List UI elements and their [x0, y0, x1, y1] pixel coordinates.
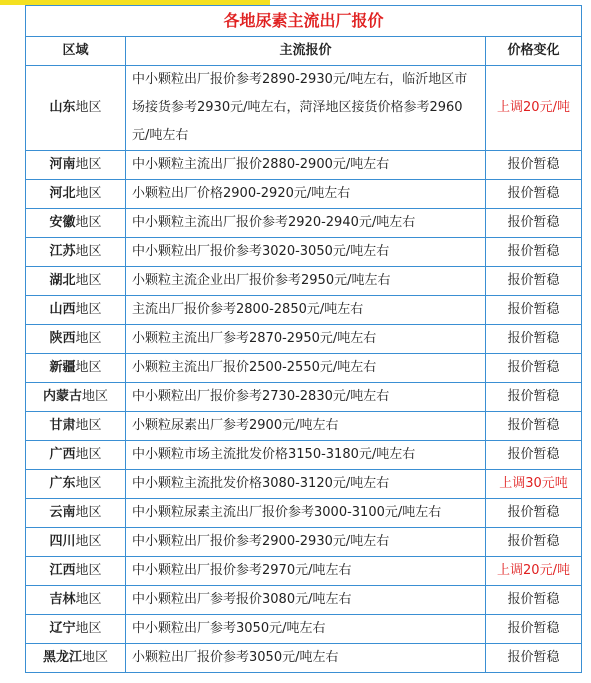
table-row: [26, 209, 582, 238]
region-name: 湖北: [49, 273, 76, 288]
region-cell: [26, 615, 126, 644]
price-cell: 中小颗粒市场主流批发价格3150-3180元/吨左右: [126, 441, 486, 470]
region-suffix: 地区: [75, 534, 102, 549]
price-cell: 中小颗粒出厂报价参考2730-2830元/吨左右: [126, 383, 486, 412]
region-suffix: 地区: [75, 331, 102, 346]
change-cell: 报价暂稳: [486, 528, 582, 557]
region-suffix: 地区: [75, 302, 102, 317]
change-cell: 上调30元吨: [486, 470, 582, 499]
region-cell: [26, 412, 126, 441]
table-row: [26, 470, 582, 499]
region-cell: [26, 441, 126, 470]
change-cell: 报价暂稳: [486, 615, 582, 644]
change-cell: 报价暂稳: [486, 499, 582, 528]
region-name: 广西: [49, 447, 76, 462]
table-row: [26, 66, 582, 151]
region-suffix: 地区: [75, 447, 102, 462]
change-cell: 报价暂稳: [486, 267, 582, 296]
region-cell: [26, 586, 126, 615]
region-name: 江苏: [49, 244, 76, 259]
region-suffix: 地区: [75, 215, 102, 230]
price-cell: 中小颗粒主流批发价格3080-3120元/吨左右: [126, 470, 486, 499]
price-cell: 中小颗粒出厂参考3050元/吨左右: [126, 615, 486, 644]
region-cell: [26, 180, 126, 209]
region-name: 河南: [49, 157, 76, 172]
region-cell: [26, 296, 126, 325]
change-cell: 报价暂稳: [486, 296, 582, 325]
price-cell: 中小颗粒出厂报价参考2900-2930元/吨左右: [126, 528, 486, 557]
region-name: 内蒙古: [42, 389, 82, 404]
region-suffix: 地区: [75, 621, 102, 636]
region-name: 河北: [49, 186, 76, 201]
region-suffix: 地区: [75, 418, 102, 433]
region-cell: [26, 267, 126, 296]
urea-price-table: [25, 5, 582, 673]
region-cell: [26, 325, 126, 354]
region-name: 新疆: [49, 360, 76, 375]
table-row: [26, 325, 582, 354]
price-cell: 中小颗粒主流出厂报价参考2920-2940元/吨左右: [126, 209, 486, 238]
region-cell: [26, 528, 126, 557]
region-name: 山东: [49, 100, 76, 115]
region-suffix: 地区: [75, 273, 102, 288]
change-cell: 报价暂稳: [486, 412, 582, 441]
region-suffix: 地区: [82, 650, 109, 665]
region-cell: [26, 209, 126, 238]
region-suffix: 地区: [75, 592, 102, 607]
region-name: 陕西: [49, 331, 76, 346]
region-name: 吉林: [49, 592, 76, 607]
region-name: 辽宁: [49, 621, 76, 636]
table-row: [26, 238, 582, 267]
region-name: 甘肃: [49, 418, 76, 433]
region-cell: [26, 470, 126, 499]
region-cell: [26, 499, 126, 528]
header-change: 价格变化: [486, 37, 582, 66]
region-suffix: 地区: [75, 505, 102, 520]
change-cell: 报价暂稳: [486, 441, 582, 470]
region-suffix: 地区: [75, 100, 102, 115]
change-cell: 报价暂稳: [486, 586, 582, 615]
region-cell: [26, 644, 126, 673]
region-name: 山西: [49, 302, 76, 317]
table-row: [26, 644, 582, 673]
region-suffix: 地区: [75, 244, 102, 259]
region-name: 云南: [49, 505, 76, 520]
price-cell: 主流出厂报价参考2800-2850元/吨左右: [126, 296, 486, 325]
change-cell: 报价暂稳: [486, 383, 582, 412]
price-cell: 小颗粒主流出厂报价2500-2550元/吨左右: [126, 354, 486, 383]
table-body: [26, 66, 582, 673]
change-cell: 报价暂稳: [486, 151, 582, 180]
price-cell: 小颗粒主流企业出厂报价参考2950元/吨左右: [126, 267, 486, 296]
change-cell: 上调20元/吨: [486, 557, 582, 586]
table-row: [26, 151, 582, 180]
price-cell: 小颗粒尿素出厂参考2900元/吨左右: [126, 412, 486, 441]
region-suffix: 地区: [75, 186, 102, 201]
region-name: 安徽: [49, 215, 76, 230]
table-row: [26, 296, 582, 325]
region-cell: [26, 557, 126, 586]
region-name: 黑龙江: [42, 650, 82, 665]
table-row: [26, 383, 582, 412]
table-row: [26, 615, 582, 644]
table-row: [26, 528, 582, 557]
table-row: [26, 180, 582, 209]
header-price: 主流报价: [126, 37, 486, 66]
region-suffix: 地区: [75, 360, 102, 375]
price-cell: 中小颗粒出厂参考报价3080元/吨左右: [126, 586, 486, 615]
change-cell: 报价暂稳: [486, 209, 582, 238]
region-suffix: 地区: [75, 563, 102, 578]
region-cell: [26, 238, 126, 267]
table-row: [26, 354, 582, 383]
region-cell: [26, 354, 126, 383]
table-row: [26, 499, 582, 528]
region-cell: [26, 151, 126, 180]
change-cell: 报价暂稳: [486, 238, 582, 267]
price-cell: 中小颗粒尿素主流出厂报价参考3000-3100元/吨左右: [126, 499, 486, 528]
region-suffix: 地区: [75, 157, 102, 172]
region-cell: [26, 66, 126, 151]
price-cell: 中小颗粒出厂报价参考2970元/吨左右: [126, 557, 486, 586]
price-cell: 中小颗粒出厂报价参考2890-2930元/吨左右，临沂地区市场接货参考2930元/吨左右，菏泽地区接货价格参考2960元/吨左右: [126, 66, 486, 151]
header-region: 区域: [26, 37, 126, 66]
price-cell: 小颗粒出厂报价参考3050元/吨左右: [126, 644, 486, 673]
change-cell: 报价暂稳: [486, 180, 582, 209]
table-row: [26, 557, 582, 586]
region-name: 江西: [49, 563, 76, 578]
table-row: [26, 267, 582, 296]
region-name: 广东: [49, 476, 76, 491]
region-suffix: 地区: [75, 476, 102, 491]
table-row: [26, 586, 582, 615]
region-suffix: 地区: [82, 389, 109, 404]
region-cell: [26, 383, 126, 412]
price-cell: 中小颗粒出厂报价参考3020-3050元/吨左右: [126, 238, 486, 267]
table-row: [26, 441, 582, 470]
change-cell: 报价暂稳: [486, 354, 582, 383]
header-row: [26, 37, 582, 66]
price-cell: 小颗粒主流出厂参考2870-2950元/吨左右: [126, 325, 486, 354]
table-row: [26, 412, 582, 441]
change-cell: 上调20元/吨: [486, 66, 582, 151]
region-name: 四川: [49, 534, 76, 549]
change-cell: 报价暂稳: [486, 644, 582, 673]
table-title: 各地尿素主流出厂报价: [26, 6, 582, 37]
price-cell: 小颗粒出厂价格2900-2920元/吨左右: [126, 180, 486, 209]
change-cell: 报价暂稳: [486, 325, 582, 354]
price-cell: 中小颗粒主流出厂报价2880-2900元/吨左右: [126, 151, 486, 180]
